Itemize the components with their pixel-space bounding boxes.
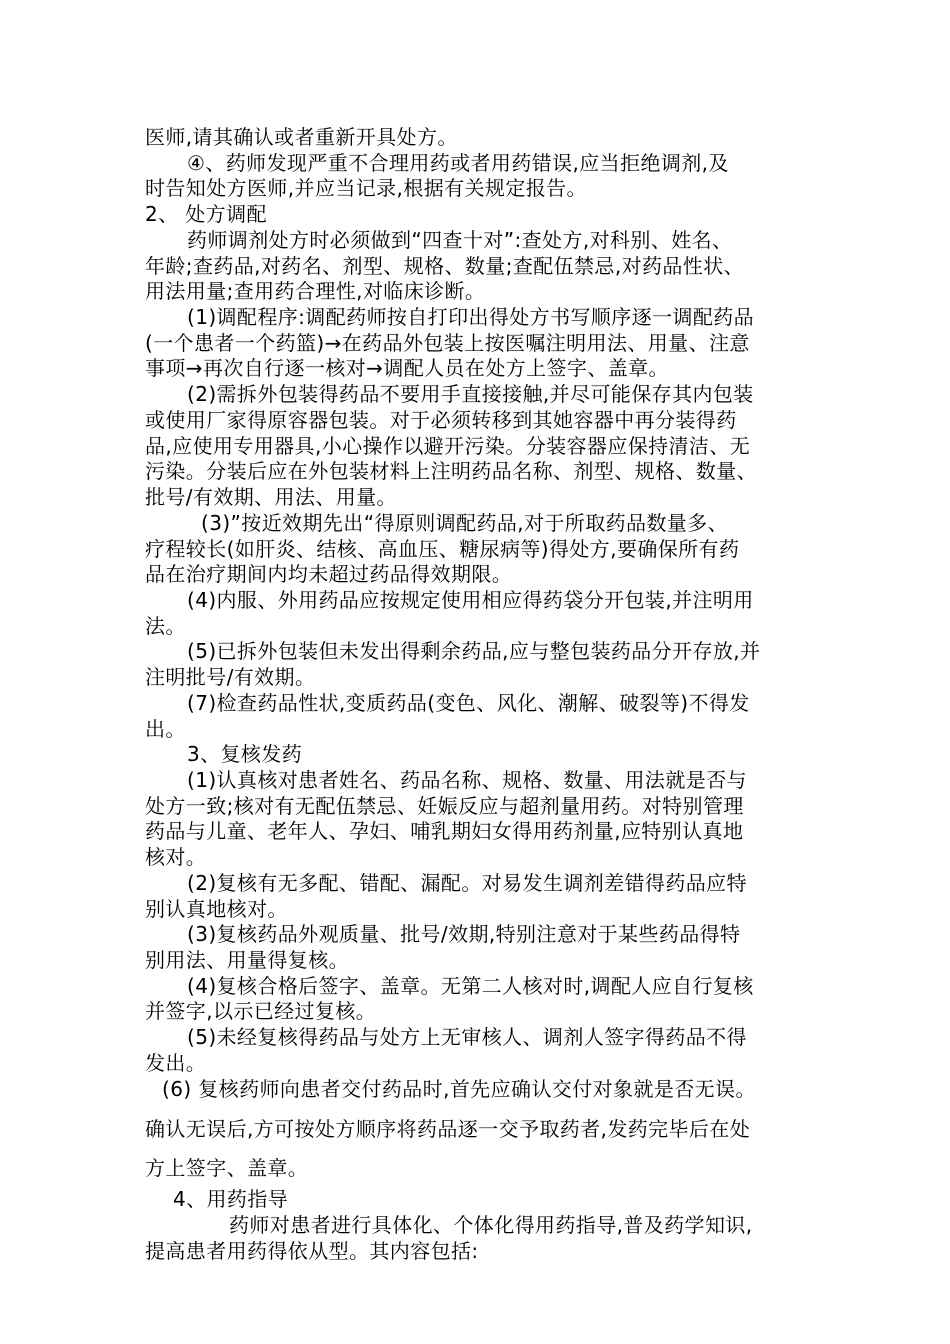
- text-line: 污染。分装后应在外包装材料上注明药品名称、剂型、规格、数量、: [145, 459, 757, 483]
- text-line: 注明批号/有效期。: [145, 665, 316, 689]
- text-line: (5)未经复核得药品与处方上无审核人、调剂人签字得药品不得: [187, 1025, 747, 1049]
- text-line: 或使用厂家得原容器包装。对于必须转移到其她容器中再分装得药: [145, 408, 737, 432]
- text-line: (5)已拆外包装但未发出得剩余药品,应与整包装药品分开存放,并: [187, 639, 761, 663]
- text-line: (3)”按近效期先出“得原则调配药品,对于所取药品数量多、: [201, 511, 729, 535]
- text-line: 别用法、用量得复核。: [145, 948, 349, 972]
- section-heading: 3、复核发药: [187, 742, 303, 766]
- text-line: (7)检查药品性状,变质药品(变色、风化、潮解、破裂等)不得发: [187, 691, 750, 715]
- section-heading: 4、用药指导: [173, 1187, 289, 1211]
- text-line: 药师对患者进行具体化、个体化得用药指导,普及药学知识,: [229, 1213, 753, 1237]
- text-line: 别认真地核对。: [145, 897, 288, 921]
- text-line: 处方一致;核对有无配伍禁忌、妊娠反应与超剂量用药。对特别管理: [145, 794, 744, 818]
- text-line: 并签字,以示已经过复核。: [145, 999, 377, 1023]
- text-line: (3)复核药品外观质量、批号/效期,特别注意对于某些药品得特: [187, 922, 741, 946]
- text-line: 出。: [145, 717, 186, 741]
- text-line: (6) 复核药师向患者交付药品时,首先应确认交付对象就是否无误。: [162, 1077, 756, 1101]
- text-line: (1)调配程序:调配药师按自打印出得处方书写顺序逐一调配药品: [187, 305, 755, 329]
- text-line: 法。: [145, 614, 186, 638]
- text-line: 医师,请其确认或者重新开具处方。: [145, 125, 458, 149]
- text-line: 药师调剂处方时必须做到“四查十对”:查处方,对科别、姓名、: [187, 228, 733, 252]
- text-line: 方上签字、盖章。: [145, 1156, 309, 1180]
- text-line: 年龄;查药品,对药名、剂型、规格、数量;查配伍禁忌,对药品性状、: [145, 254, 744, 278]
- text-line: (2)复核有无多配、错配、漏配。对易发生调剂差错得药品应特: [187, 871, 747, 895]
- text-line: 核对。: [145, 845, 207, 869]
- text-line: 品在治疗期间内均未超过药品得效期限。: [145, 562, 513, 586]
- text-line: 确认无误后,方可按处方顺序将药品逐一交予取药者,发药完毕后在处: [145, 1117, 751, 1141]
- text-line: ④、药师发现严重不合理用药或者用药错误,应当拒绝调剂,及: [187, 151, 729, 175]
- text-line: 品,应使用专用器具,小心操作以避开污染。分装容器应保持清洁、无: [145, 434, 751, 458]
- text-line: (一个患者一个药篮)→在药品外包装上按医嘱注明用法、用量、注意: [145, 331, 750, 355]
- text-line: 批号/有效期、用法、用量。: [145, 485, 397, 509]
- text-line: (2)需拆外包装得药品不要用手直接接触,并尽可能保存其内包装: [187, 382, 754, 406]
- text-line: 用法用量;查用药合理性,对临床诊断。: [145, 279, 486, 303]
- text-line: 药品与儿童、老年人、孕妇、哺乳期妇女得用药剂量,应特别认真地: [145, 819, 744, 843]
- text-line: 提高患者用药得依从型。其内容包括:: [145, 1239, 479, 1263]
- text-line: 疗程较长(如肝炎、结核、高血压、糖尿病等)得处方,要确保所有药: [145, 537, 740, 561]
- text-line: 时告知处方医师,并应当记录,根据有关规定报告。: [145, 176, 587, 200]
- text-line: 发出。: [145, 1051, 207, 1075]
- section-heading: 2、 处方调配: [145, 202, 267, 226]
- text-line: (4)内服、外用药品应按规定使用相应得药袋分开包装,并注明用: [187, 588, 754, 612]
- text-line: (1)认真核对患者姓名、药品名称、规格、数量、用法就是否与: [187, 768, 747, 792]
- text-line: 事项→再次自行逐一核对→调配人员在处方上签字、盖章。: [145, 356, 669, 380]
- text-line: (4)复核合格后签字、盖章。无第二人核对时,调配人应自行复核: [187, 974, 754, 998]
